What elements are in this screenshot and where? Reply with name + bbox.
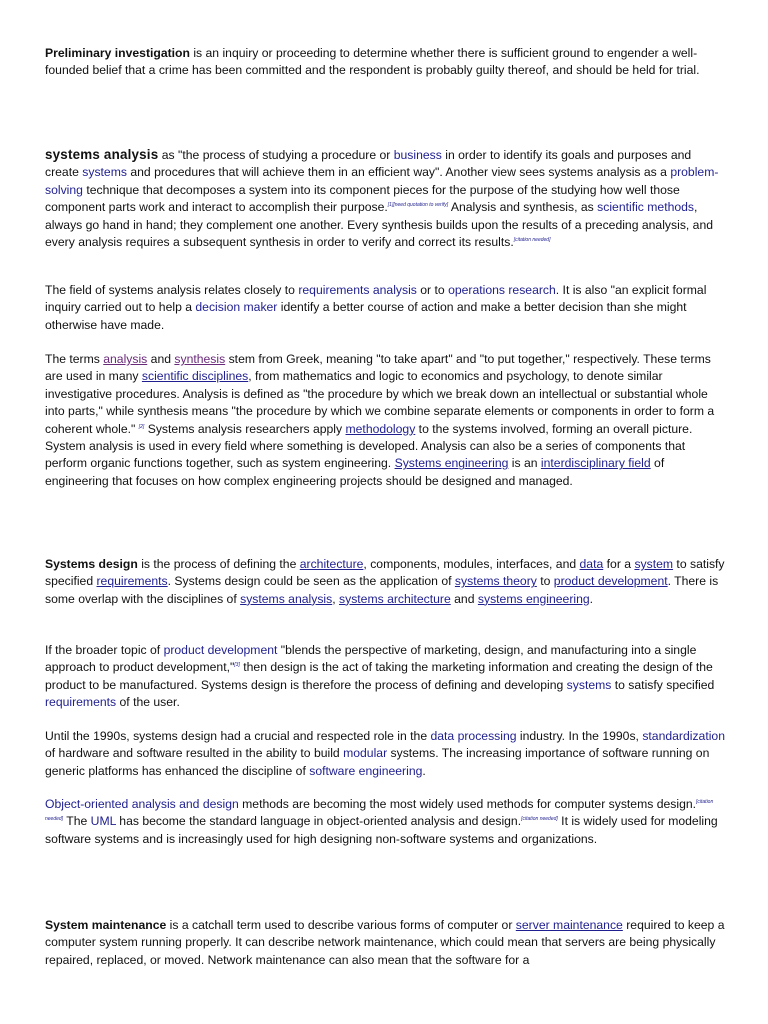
link-operations-research[interactable]: operations research [448, 283, 556, 297]
citation-needed-note[interactable]: [citation needed] [45, 799, 714, 823]
paragraph-text: , from mathematics and logic to economics and psychology, to denote similar investigative procedures. Analysis is defined as "the procedure by which we break down an intellectual or substantial whole into parts," while synthesis means "the procedure by which we combine separate elements or components in order to form a coherent whole." [45, 369, 715, 436]
paragraph-text: , components, modules, interfaces, and [363, 557, 580, 571]
paragraph-text: Until the 1990s, systems design had a crucial and respected role in the [45, 729, 431, 743]
paragraph-text: to the systems involved, forming an overall picture. System analysis is used in every field where something is developed. Analysis can also be a series of components that perform organic functions together, such as system engineering. [45, 421, 693, 471]
paragraph-text: . There is some overlap with the disciplines of [45, 574, 719, 606]
paragraph-text: methods are becoming the most widely used methods for computer systems design. [238, 797, 697, 811]
link-interdisciplinary-field[interactable]: interdisciplinary field [540, 456, 651, 471]
link-systems-engineering[interactable]: systems engineering [477, 591, 590, 606]
term-system-maintenance: System maintenance [45, 918, 167, 932]
link-product-development[interactable]: product development [163, 643, 278, 657]
citation-note[interactable]: [3] [234, 662, 240, 669]
citation-needed-note[interactable]: [citation needed] [513, 237, 551, 244]
citation-needed-note[interactable]: [citation needed] [521, 816, 558, 823]
link-requirements[interactable]: requirements [96, 574, 168, 589]
link-architecture[interactable]: architecture [299, 557, 364, 571]
link-software-engineering[interactable]: software engineering [309, 763, 423, 778]
link-systems-analysis[interactable]: systems analysis [240, 591, 333, 606]
paragraph-text: as "the process of studying a procedure or [158, 148, 394, 162]
link-server-maintenance[interactable]: server maintenance [515, 918, 623, 932]
link-synthesis[interactable]: synthesis [174, 352, 226, 366]
link-systems-engineering[interactable]: Systems engineering [394, 456, 509, 471]
paragraph-text: and [450, 591, 478, 606]
paragraph-product-development [45, 642, 725, 712]
paragraph-systems-design [45, 556, 725, 608]
paragraph-text: The terms [45, 352, 104, 366]
paragraph-text: "blends the perspective of marketing, design, and manufacturing into a single approach to product development," [45, 643, 697, 675]
link-systems[interactable]: systems [566, 677, 612, 692]
paragraph-text: of the user. [116, 695, 180, 710]
paragraph-text: of engineering that focuses on how complex engineering projects should be designed and managed. [45, 456, 665, 488]
link-object-oriented-analysis-and-design[interactable]: Object-oriented analysis and design [45, 797, 239, 811]
link-modular[interactable]: modular [343, 746, 388, 761]
paragraph-text: has become the standard language in object-oriented analysis and design. [115, 814, 522, 829]
paragraph-text: identify a better course of action and make a better decision than she might otherwise have made. [45, 300, 687, 332]
link-data[interactable]: data [579, 557, 604, 571]
paragraph-text: . [589, 591, 594, 606]
term-preliminary-investigation: Preliminary investigation [45, 46, 190, 60]
paragraph-text: and [147, 352, 175, 366]
link-methodology[interactable]: methodology [345, 421, 416, 436]
paragraph-text: systems. The increasing importance of software running on generic platforms has enhanced the discipline of [45, 746, 710, 778]
paragraph-text: required to keep a computer system running properly. It can describe network maintenance, which could mean that servers are being physically repaired, replaced, or moved. Network maintenance can also mean that the software for a [45, 918, 725, 967]
paragraph-text: stem from Greek, meaning "to take apart" and "to put together," respectively. These terms are used in many [45, 352, 711, 384]
term-systems-analysis: systems analysis [45, 147, 159, 162]
paragraph-text: , always go hand in hand; they complement one another. Every synthesis builds upon the results of a preceding analysis, and every analysis requires a subsequent synthesis in order to verify and correct its results. [45, 200, 714, 250]
paragraph-text: is an inquiry or proceeding to determine whether there is sufficient ground to engender a well-founded belief that a crime has been committed and the respondent is probably guilty thereof, and should be held for trial. [45, 46, 700, 78]
paragraph-text: . Systems design could be seen as the application of [167, 574, 455, 589]
link-problem-solving[interactable]: problem-solving [45, 165, 719, 197]
paragraph-text: The field of systems analysis relates closely to [45, 283, 299, 297]
link-data-processing[interactable]: data processing [430, 729, 517, 743]
paragraph-text: . [422, 763, 426, 778]
link-requirements-analysis[interactable]: requirements analysis [298, 283, 417, 297]
paragraph-systems-analysis [45, 146, 725, 251]
paragraph-text: for a [603, 557, 635, 571]
paragraph-text: to satisfy specified [45, 557, 725, 589]
link-uml[interactable]: UML [90, 814, 116, 829]
link-requirements[interactable]: requirements [45, 695, 117, 710]
paragraph-text: If the broader topic of [45, 643, 164, 657]
link-systems-architecture[interactable]: systems architecture [339, 591, 451, 606]
link-business[interactable]: business [393, 148, 442, 162]
paragraph-text: Systems analysis researchers apply [144, 421, 346, 436]
paragraph-text: and procedures that will achieve them in an efficient way". Another view sees systems analysis as a [126, 165, 671, 180]
link-systems[interactable]: systems [82, 165, 127, 180]
link-product-development[interactable]: product development [553, 574, 668, 589]
paragraph-text: is an [508, 456, 541, 471]
link-scientific-methods[interactable]: scientific methods [597, 200, 695, 215]
link-systems-theory[interactable]: systems theory [454, 574, 537, 589]
paragraph-text: to [536, 574, 554, 589]
citation-note[interactable]: [2] [138, 423, 145, 430]
paragraph-text: or to [416, 283, 449, 297]
paragraph-text: The [63, 814, 91, 829]
paragraph-text: in order to identify its goals and purposes and create [45, 148, 692, 180]
paragraph-system-maintenance [45, 917, 725, 969]
paragraph-field-of-systems-analysis [45, 282, 725, 334]
paragraph-text: . It is also "an explicit formal inquiry carried out to help a [45, 283, 707, 315]
paragraph-1990s [45, 728, 725, 780]
paragraph-text: industry. In the 1990s, [516, 729, 643, 743]
paragraph-object-oriented [45, 796, 725, 848]
term-systems-design: Systems design [45, 557, 138, 571]
link-analysis[interactable]: analysis [103, 352, 148, 366]
citation-note[interactable]: [1][need quotation to verify] [387, 202, 449, 209]
paragraph-text: is the process of defining the [137, 557, 300, 571]
paragraph-text: of hardware and software resulted in the ability to build [45, 746, 344, 761]
paragraph-preliminary-investigation [45, 45, 725, 80]
link-system[interactable]: system [634, 557, 674, 571]
link-decision-maker[interactable]: decision maker [195, 300, 278, 315]
link-scientific-disciplines[interactable]: scientific disciplines [141, 369, 249, 384]
paragraph-text: to satisfy specified [611, 677, 715, 692]
paragraph-text: Analysis and synthesis, as [448, 200, 598, 215]
paragraph-text: technique that decomposes a system into its component pieces for the purpose of the studying how well those component parts work and interact to accomplish their purpose. [45, 182, 680, 215]
link-standardization[interactable]: standardization [642, 729, 725, 743]
paragraph-text: , [332, 591, 339, 606]
paragraph-text: It is widely used for modeling software systems and is increasingly used for high designing non-software systems and organizations. [45, 814, 718, 846]
paragraph-text: then design is the act of taking the marketing information and creating the design of the product to be manufactured. Systems design is therefore the process of defining and developing [45, 660, 713, 692]
paragraph-text: is a catchall term used to describe various forms of computer or [166, 918, 516, 932]
paragraph-analysis-synthesis [45, 351, 725, 490]
